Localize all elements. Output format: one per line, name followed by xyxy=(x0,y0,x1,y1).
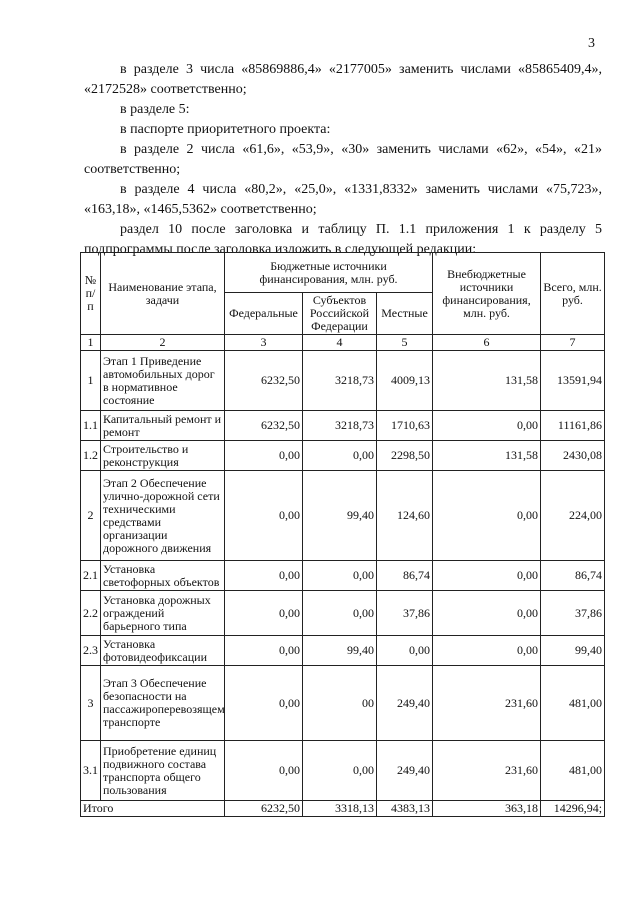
row-num: 2.2 xyxy=(81,591,101,636)
cell-regional: 00 xyxy=(303,666,377,741)
cell-regional: 99,40 xyxy=(303,471,377,561)
header-total: Всего, млн. руб. xyxy=(541,253,605,335)
column-index: 4 xyxy=(303,335,377,351)
table-row xyxy=(81,441,605,471)
cell-regional: 3218,73 xyxy=(303,411,377,441)
paragraph: в разделе 4 числа «80,2», «25,0», «1331,8332» заменить числами «75,723», «163,18», «1465,5362» соответственно; xyxy=(84,182,602,217)
row-name: Этап 1 Приведение автомобильных дорог в нормативное состояние xyxy=(101,351,225,411)
cell-federal: 0,00 xyxy=(225,741,303,801)
cell-total: 481,00 xyxy=(541,741,605,801)
cell-regional: 0,00 xyxy=(303,561,377,591)
paragraph: в разделе 5: xyxy=(120,102,190,117)
row-num: 2 xyxy=(81,471,101,561)
row-name: Приобретение единиц подвижного состава транспорта общего пользования xyxy=(101,741,225,801)
table-row xyxy=(81,666,605,741)
table-row xyxy=(81,636,605,666)
row-name: Установка фотовидеофиксации xyxy=(101,636,225,666)
header-federal: Федеральные xyxy=(225,293,303,335)
total-row xyxy=(81,801,605,817)
paragraph: в паспорте приоритетного проекта: xyxy=(120,122,331,137)
cell-total: 99,40 xyxy=(541,636,605,666)
paragraph: в разделе 3 числа «85869886,4» «2177005» заменить числами «85865409,4», «2172528» соответственно; xyxy=(84,62,602,97)
cell-federal: 0,00 xyxy=(225,666,303,741)
cell-total: 224,00 xyxy=(541,471,605,561)
total-regional: 3318,13 xyxy=(303,801,377,817)
row-num: 2.3 xyxy=(81,636,101,666)
header-regional: Субъектов Российской Федерации xyxy=(303,293,377,335)
cell-federal: 0,00 xyxy=(225,441,303,471)
table-row xyxy=(81,561,605,591)
cell-local: 4009,13 xyxy=(377,351,433,411)
column-index: 1 xyxy=(81,335,101,351)
row-name: Установка дорожных ограждений барьерного типа xyxy=(101,591,225,636)
cell-federal: 0,00 xyxy=(225,591,303,636)
page-number: 3 xyxy=(588,36,595,51)
cell-federal: 0,00 xyxy=(225,636,303,666)
column-index: 5 xyxy=(377,335,433,351)
cell-total: 2430,08 xyxy=(541,441,605,471)
cell-total: 86,74 xyxy=(541,561,605,591)
row-num: 1.1 xyxy=(81,411,101,441)
cell-extra: 0,00 xyxy=(433,636,541,666)
cell-federal: 6232,50 xyxy=(225,411,303,441)
row-num: 3.1 xyxy=(81,741,101,801)
header-extrabudget: Внебюджетные источники финансирования, млн. руб. xyxy=(433,253,541,335)
body-text xyxy=(84,60,602,260)
column-index: 3 xyxy=(225,335,303,351)
cell-local: 86,74 xyxy=(377,561,433,591)
cell-extra: 0,00 xyxy=(433,411,541,441)
header-num: № п/п xyxy=(81,253,101,335)
total-extra: 363,18 xyxy=(433,801,541,817)
financing-table xyxy=(80,252,605,817)
cell-local: 124,60 xyxy=(377,471,433,561)
row-name: Этап 3 Обеспечение безопасности на пассажироперевозящем транспорте xyxy=(101,666,225,741)
cell-extra: 131,58 xyxy=(433,351,541,411)
column-index-row xyxy=(81,335,605,351)
cell-local: 249,40 xyxy=(377,741,433,801)
cell-extra: 231,60 xyxy=(433,741,541,801)
row-name: Строительство и реконструкция xyxy=(101,441,225,471)
row-num: 3 xyxy=(81,666,101,741)
row-num: 1 xyxy=(81,351,101,411)
cell-regional: 99,40 xyxy=(303,636,377,666)
cell-extra: 131,58 xyxy=(433,441,541,471)
cell-federal: 0,00 xyxy=(225,561,303,591)
total-federal: 6232,50 xyxy=(225,801,303,817)
cell-total: 13591,94 xyxy=(541,351,605,411)
header-budget-sources: Бюджетные источники финансирования, млн. руб. xyxy=(225,253,433,293)
cell-federal: 0,00 xyxy=(225,471,303,561)
cell-total: 37,86 xyxy=(541,591,605,636)
cell-extra: 0,00 xyxy=(433,591,541,636)
header-local: Местные xyxy=(377,293,433,335)
row-num: 1.2 xyxy=(81,441,101,471)
row-name: Этап 2 Обеспечение улично-дорожной сети техническими средствами организации дорожного движения xyxy=(101,471,225,561)
row-name: Установка светофорных объектов xyxy=(101,561,225,591)
total-label: Итого xyxy=(81,801,225,817)
total-all: 14296,94; xyxy=(541,801,605,817)
cell-regional: 3218,73 xyxy=(303,351,377,411)
cell-total: 481,00 xyxy=(541,666,605,741)
cell-federal: 6232,50 xyxy=(225,351,303,411)
cell-local: 1710,63 xyxy=(377,411,433,441)
cell-extra: 231,60 xyxy=(433,666,541,741)
column-index: 6 xyxy=(433,335,541,351)
header-name: Наименование этапа, задачи xyxy=(101,253,225,335)
cell-extra: 0,00 xyxy=(433,561,541,591)
cell-local: 37,86 xyxy=(377,591,433,636)
column-index: 7 xyxy=(541,335,605,351)
cell-extra: 0,00 xyxy=(433,471,541,561)
paragraph: раздел 10 после заголовка и таблицу П. 1.1 приложения 1 к разделу 5 подпрограммы после заголовка изложить в следующей редакции: xyxy=(84,222,602,257)
cell-local: 2298,50 xyxy=(377,441,433,471)
cell-local: 0,00 xyxy=(377,636,433,666)
table-row xyxy=(81,591,605,636)
paragraph: в разделе 2 числа «61,6», «53,9», «30» заменить числами «62», «54», «21» соответственно; xyxy=(84,142,602,177)
cell-regional: 0,00 xyxy=(303,741,377,801)
table-row xyxy=(81,351,605,411)
row-num: 2.1 xyxy=(81,561,101,591)
cell-local: 249,40 xyxy=(377,666,433,741)
cell-regional: 0,00 xyxy=(303,441,377,471)
table-row xyxy=(81,471,605,561)
table-row xyxy=(81,411,605,441)
cell-regional: 0,00 xyxy=(303,591,377,636)
row-name: Капитальный ремонт и ремонт xyxy=(101,411,225,441)
table-row xyxy=(81,741,605,801)
column-index: 2 xyxy=(101,335,225,351)
total-local: 4383,13 xyxy=(377,801,433,817)
cell-total: 11161,86 xyxy=(541,411,605,441)
